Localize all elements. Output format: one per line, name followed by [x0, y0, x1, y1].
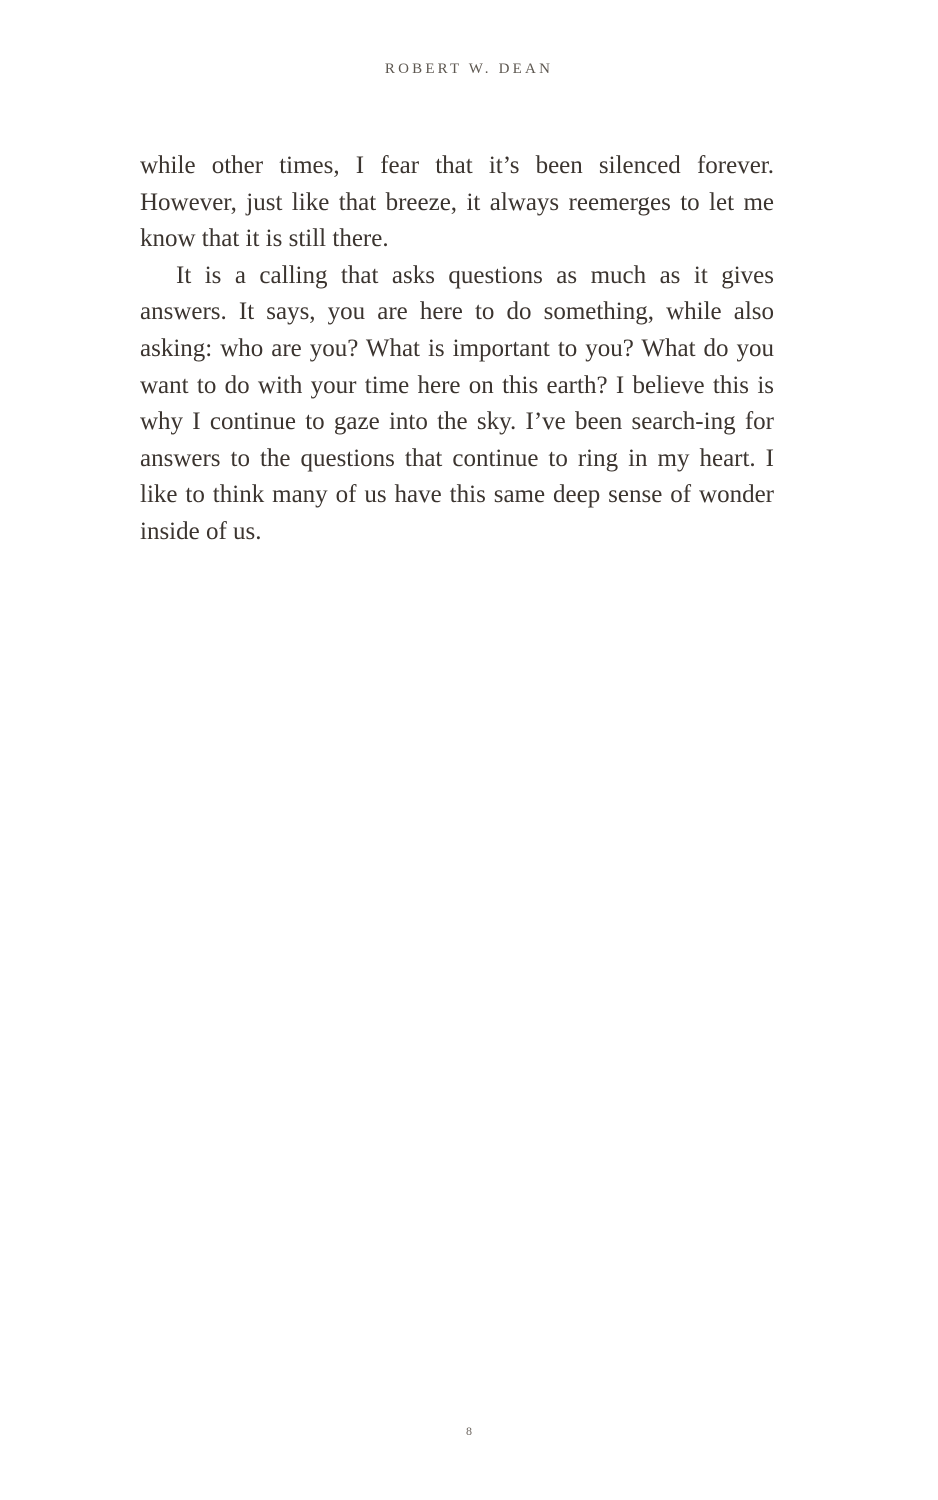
paragraph-calling: It is a calling that asks questions as much as it gives answers. It says, you are here to do something, while also asking: who are you? What is important to you? What do you want to do with your time here on this earth? I believe this is why I continue to gaze into the sky. I’ve been search-ing for answers to the questions that continue to ring in my heart. I like to think many of us have this same deep sense of wonder inside of us. [140, 261, 774, 545]
page-number: 8 [466, 1424, 472, 1438]
body-text [140, 148, 774, 551]
running-head-author: ROBERT W. DEAN [384, 61, 554, 77]
paragraph-continued: while other times, I fear that it’s been silenced forever. However, just like that breeze, it always reemerges to let me know that it is still there. [140, 152, 774, 253]
